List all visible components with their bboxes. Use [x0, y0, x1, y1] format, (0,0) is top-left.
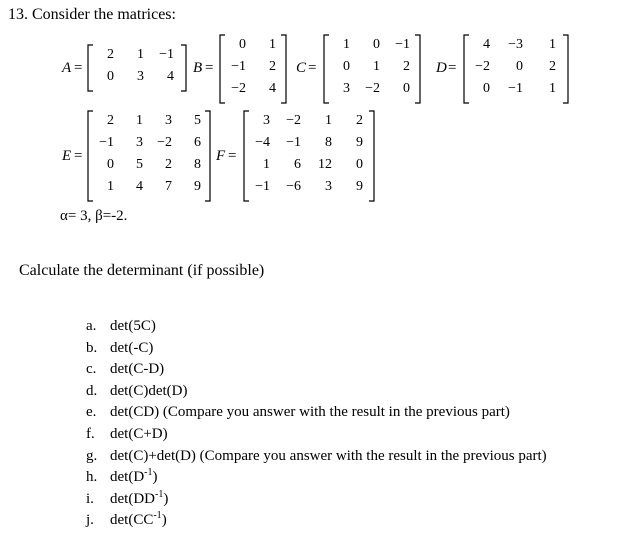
right-bracket: [181, 45, 186, 91]
matrix-cell: 2: [107, 47, 114, 62]
question-item: [86, 404, 510, 421]
matrix-cell: 8: [325, 135, 332, 150]
matrix-c: [322, 34, 422, 104]
question-text-tail: ): [152, 469, 158, 486]
matrix-cell: 3: [165, 113, 172, 128]
matrix-cell: 1: [549, 81, 556, 96]
right-bracket: [369, 111, 374, 201]
problem-title: 13. Consider the matrices:: [8, 6, 176, 23]
matrix-cell: 9: [356, 179, 363, 194]
matrix-cell: −6: [286, 179, 301, 194]
question-text: det(DD: [110, 490, 155, 507]
equals-sign: =: [308, 60, 317, 76]
parameters: α= 3, β=-2.: [60, 208, 128, 224]
matrix-cell: 7: [165, 179, 172, 194]
matrix-cell: −2: [286, 113, 301, 128]
matrix-cell: 1: [325, 113, 332, 128]
question-item: [86, 318, 156, 335]
question-text: det(C)+det(D) (Compare you answer with the result in the previous part): [110, 447, 547, 464]
matrix-cell: 0: [107, 69, 114, 84]
matrix-d-label: D: [436, 60, 447, 76]
matrix-cell: 6: [294, 157, 301, 172]
matrix-cell: −2: [157, 135, 172, 150]
question-item: [86, 340, 153, 357]
matrix-f: [242, 110, 376, 202]
question-text: det(C+D): [110, 426, 168, 442]
matrix-cell: −3: [508, 37, 523, 52]
matrix-cell: 8: [194, 157, 201, 172]
question-item: [86, 383, 187, 400]
matrix-b: [218, 34, 288, 104]
question-item: [86, 488, 169, 508]
matrix-cell: 3: [343, 81, 350, 96]
matrix-cell: 9: [356, 135, 363, 150]
question-text: det(C)det(D): [110, 382, 188, 399]
instruction: Calculate the determinant (if possible): [19, 262, 265, 279]
matrix-cell: −1: [508, 81, 523, 96]
inverse-superscript: -1: [155, 488, 164, 500]
question-text: det(C-D): [110, 361, 165, 378]
matrix-cell: 0: [239, 37, 246, 52]
matrix-cell: 2: [403, 59, 410, 74]
matrix-cell: 12: [318, 157, 332, 172]
matrix-cell: 1: [263, 157, 270, 172]
matrix-cell: 4: [269, 81, 276, 96]
inverse-superscript: -1: [153, 510, 162, 522]
right-bracket: [563, 35, 568, 103]
question-number: i.: [86, 490, 94, 507]
question-item: [86, 361, 164, 378]
matrix-cell: −1: [286, 135, 301, 150]
matrix-cell: 3: [263, 113, 270, 128]
equals-sign: =: [228, 148, 237, 164]
question-text: det(5C): [110, 318, 156, 334]
matrix-cell: 6: [194, 135, 201, 150]
question-text: det(CC: [110, 512, 154, 529]
matrix-cell: 0: [356, 157, 363, 172]
matrix-cell: 1: [136, 113, 143, 128]
question-item: [86, 448, 547, 465]
question-text: det(-C): [110, 339, 154, 356]
matrix-cell: −1: [159, 47, 174, 62]
matrix-cell: 5: [194, 113, 201, 128]
question-number: c.: [86, 361, 97, 378]
question-item: [86, 426, 168, 443]
matrix-cell: 0: [107, 157, 114, 172]
matrix-b-label: B: [193, 60, 203, 76]
matrix-a: [86, 44, 188, 92]
matrix-cell: 4: [483, 37, 490, 52]
matrix-cell: 1: [107, 179, 114, 194]
question-number: e.: [86, 404, 97, 421]
question-number: b.: [86, 339, 98, 356]
question-number: f.: [86, 426, 95, 442]
matrix-cell: 1: [269, 37, 276, 52]
matrix-cell: −1: [231, 59, 246, 74]
matrix-cell: 1: [549, 37, 556, 52]
matrix-cell: −1: [255, 179, 270, 194]
matrix-cell: 2: [107, 113, 114, 128]
question-text-tail: ): [163, 490, 169, 507]
matrix-cell: 2: [165, 157, 172, 172]
right-bracket: [281, 35, 286, 103]
right-bracket: [205, 111, 210, 201]
matrix-cell: −2: [231, 81, 246, 96]
equals-sign: =: [205, 60, 214, 76]
matrix-cell: 2: [549, 59, 556, 74]
matrix-cell: 0: [516, 59, 523, 74]
matrix-cell: 3: [136, 135, 143, 150]
matrix-cell: 1: [373, 59, 380, 74]
matrix-cell: −2: [365, 81, 380, 96]
equals-sign: =: [74, 60, 83, 76]
right-bracket: [415, 35, 420, 103]
matrix-cell: 2: [269, 59, 276, 74]
question-number: a.: [86, 318, 97, 334]
question-text: det(D: [110, 469, 145, 486]
question-text: det(CD) (Compare you answer with the result in the previous part): [110, 404, 510, 421]
matrix-d: [462, 34, 570, 104]
matrix-cell: −4: [255, 135, 270, 150]
matrix-cell: −1: [99, 135, 114, 150]
matrix-cell: 2: [356, 113, 363, 128]
question-number: j.: [86, 512, 94, 529]
matrix-c-label: C: [296, 60, 307, 76]
question-number: g.: [86, 447, 98, 464]
matrix-f-label: F: [216, 148, 226, 164]
question-item: [86, 512, 167, 529]
question-item: [86, 469, 158, 486]
equals-sign: =: [74, 148, 83, 164]
matrix-cell: 3: [137, 69, 144, 84]
matrix-cell: 3: [325, 179, 332, 194]
matrix-cell: 1: [343, 37, 350, 52]
question-text-tail: ): [161, 512, 167, 529]
matrix-cell: 1: [137, 47, 144, 62]
matrix-cell: 0: [483, 81, 490, 96]
equals-sign: =: [448, 60, 457, 76]
matrix-e-label: E: [62, 148, 72, 164]
matrix-e: [86, 110, 212, 202]
question-number: h.: [86, 469, 98, 486]
matrix-cell: 0: [403, 81, 410, 96]
matrix-a-label: A: [62, 60, 72, 76]
matrix-cell: −2: [475, 59, 490, 74]
matrix-cell: 4: [167, 69, 174, 84]
matrix-cell: −1: [395, 37, 410, 52]
matrix-cell: 0: [373, 37, 380, 52]
matrix-cell: 9: [194, 179, 201, 194]
matrix-cell: 0: [343, 59, 350, 74]
inverse-superscript: -1: [144, 467, 153, 479]
matrix-cell: 5: [136, 157, 143, 172]
question-number: d.: [86, 382, 98, 399]
matrix-cell: 4: [136, 179, 143, 194]
